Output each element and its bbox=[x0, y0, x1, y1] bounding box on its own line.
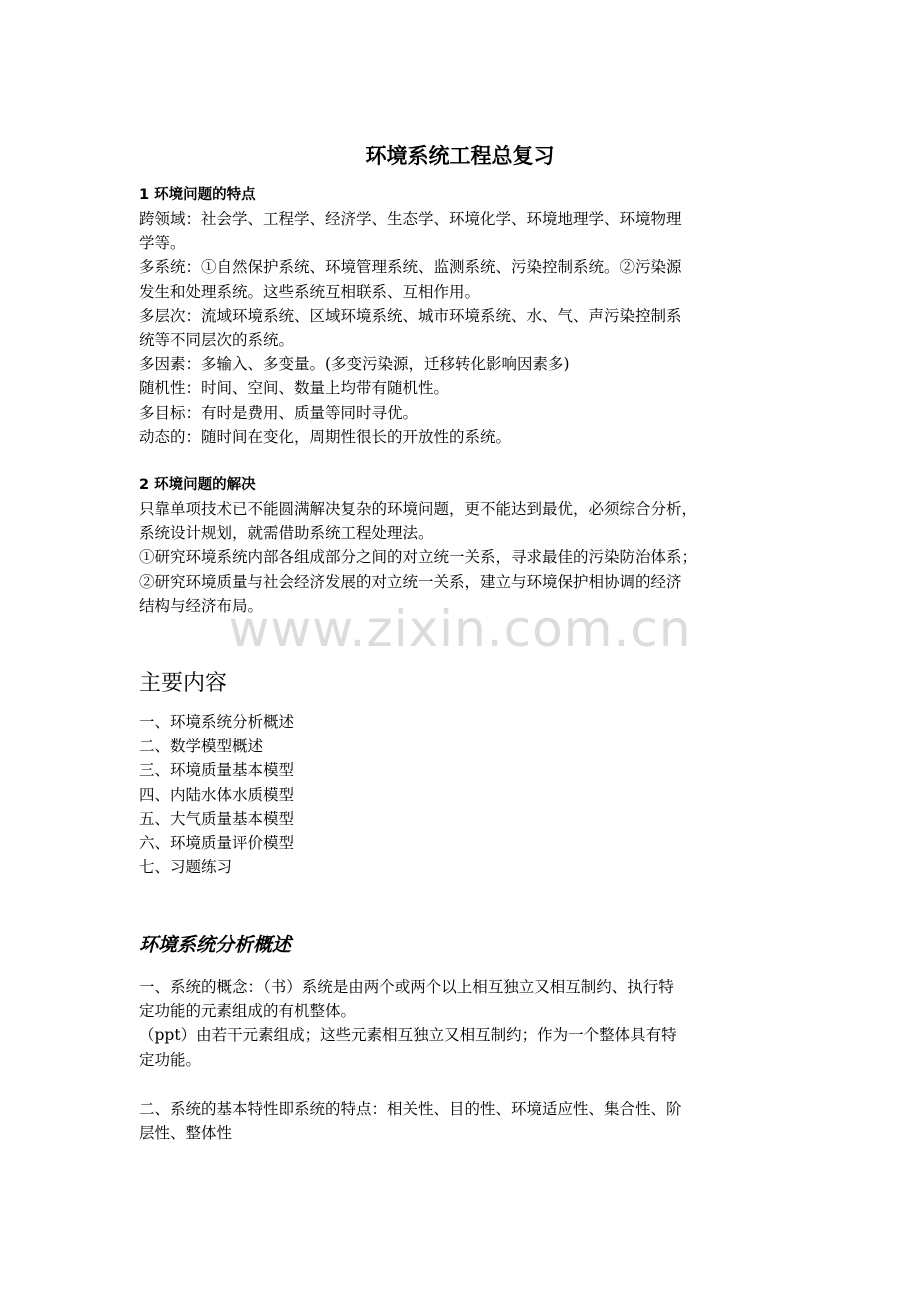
main-content-list bbox=[139, 710, 781, 879]
watermark: www.zixin.com.cn bbox=[228, 600, 692, 658]
list-item: 四、内陆水体水质模型 bbox=[139, 785, 295, 804]
paragraph-line: 定功能的元素组成的有机整体。 bbox=[139, 1002, 357, 1021]
section-problem-solution bbox=[139, 473, 781, 618]
paragraph-line: 系统设计规划，就需借助系统工程处理法。 bbox=[139, 524, 434, 543]
section-heading: 1 环境问题的特点 bbox=[139, 187, 256, 203]
list-item: 一、环境系统分析概述 bbox=[139, 713, 295, 731]
main-content-section bbox=[139, 668, 781, 700]
list-item: 五、大气质量基本模型 bbox=[139, 809, 295, 828]
paragraph-line: 一、系统的概念：（书）系统是由两个或两个以上相互独立又相互制约、执行特 bbox=[139, 978, 674, 996]
section-heading: 2 环境问题的解决 bbox=[139, 477, 256, 493]
paragraph-line: 多层次：流域环境系统、区域环境系统、城市环境系统、水、气、声污染控制系 bbox=[139, 306, 682, 325]
list-item: 七、习题练习 bbox=[139, 858, 233, 877]
system-characteristics-paragraph bbox=[139, 1097, 781, 1145]
overview-section bbox=[139, 930, 781, 960]
list-item: 三、环境质量基本模型 bbox=[139, 761, 295, 780]
paragraph-line: 随机性：时间、空间、数量上均带有随机性。 bbox=[139, 379, 450, 398]
main-content-heading: 主要内容 bbox=[139, 671, 228, 696]
paragraph-line: 发生和处理系统。这些系统互相联系、互相作用。 bbox=[139, 282, 481, 301]
paragraph-line: 二、系统的基本特性即系统的特点：相关性、目的性、环境适应性、集合性、阶 bbox=[139, 1100, 682, 1118]
overview-heading: 环境系统分析概述 bbox=[139, 934, 292, 956]
list-item: 六、环境质量评价模型 bbox=[139, 833, 295, 852]
paragraph-line: 统等不同层次的系统。 bbox=[139, 330, 295, 349]
section-problem-features bbox=[139, 183, 781, 449]
paragraph-line: 多系统：①自然保护系统、环境管理系统、监测系统、污染控制系统。②污染源 bbox=[139, 258, 682, 277]
paragraph-line: 跨领域：社会学、工程学、经济学、生态学、环境化学、环境地理学、环境物理 bbox=[139, 210, 682, 228]
paragraph-line: 层性、整体性 bbox=[139, 1124, 233, 1143]
document-title: 环境系统工程总复习 bbox=[365, 144, 555, 168]
paragraph-line: 学等。 bbox=[139, 234, 186, 253]
paragraph-line: 只靠单项技术已不能圆满解决复杂的环境问题，更不能达到最优，必须综合分析， bbox=[139, 500, 698, 518]
paragraph-line: ①研究环境系统内部各组成部分之间的对立统一关系，寻求最佳的污染防治体系； bbox=[139, 548, 698, 567]
paragraph-line: 多目标：有时是费用、质量等同时寻优。 bbox=[139, 403, 419, 422]
paragraph-line: ②研究环境质量与社会经济发展的对立统一关系，建立与环境保护相协调的经济 bbox=[139, 572, 682, 591]
paragraph-line: 动态的：随时间在变化，周期性很长的开放性的系统。 bbox=[139, 427, 512, 446]
list-item: 二、数学模型概述 bbox=[139, 737, 264, 756]
paragraph-line: 结构与经济布局。 bbox=[139, 596, 264, 615]
paragraph-line: （ppt）由若干元素组成；这些元素相互独立又相互制约；作为一个整体具有特 bbox=[139, 1026, 677, 1045]
paragraph-line: 多因素：多输入、多变量。(多变污染源，迁移转化影响因素多) bbox=[139, 355, 570, 374]
paragraph-line: 定功能。 bbox=[139, 1050, 202, 1069]
system-concept-paragraph bbox=[139, 975, 781, 1072]
